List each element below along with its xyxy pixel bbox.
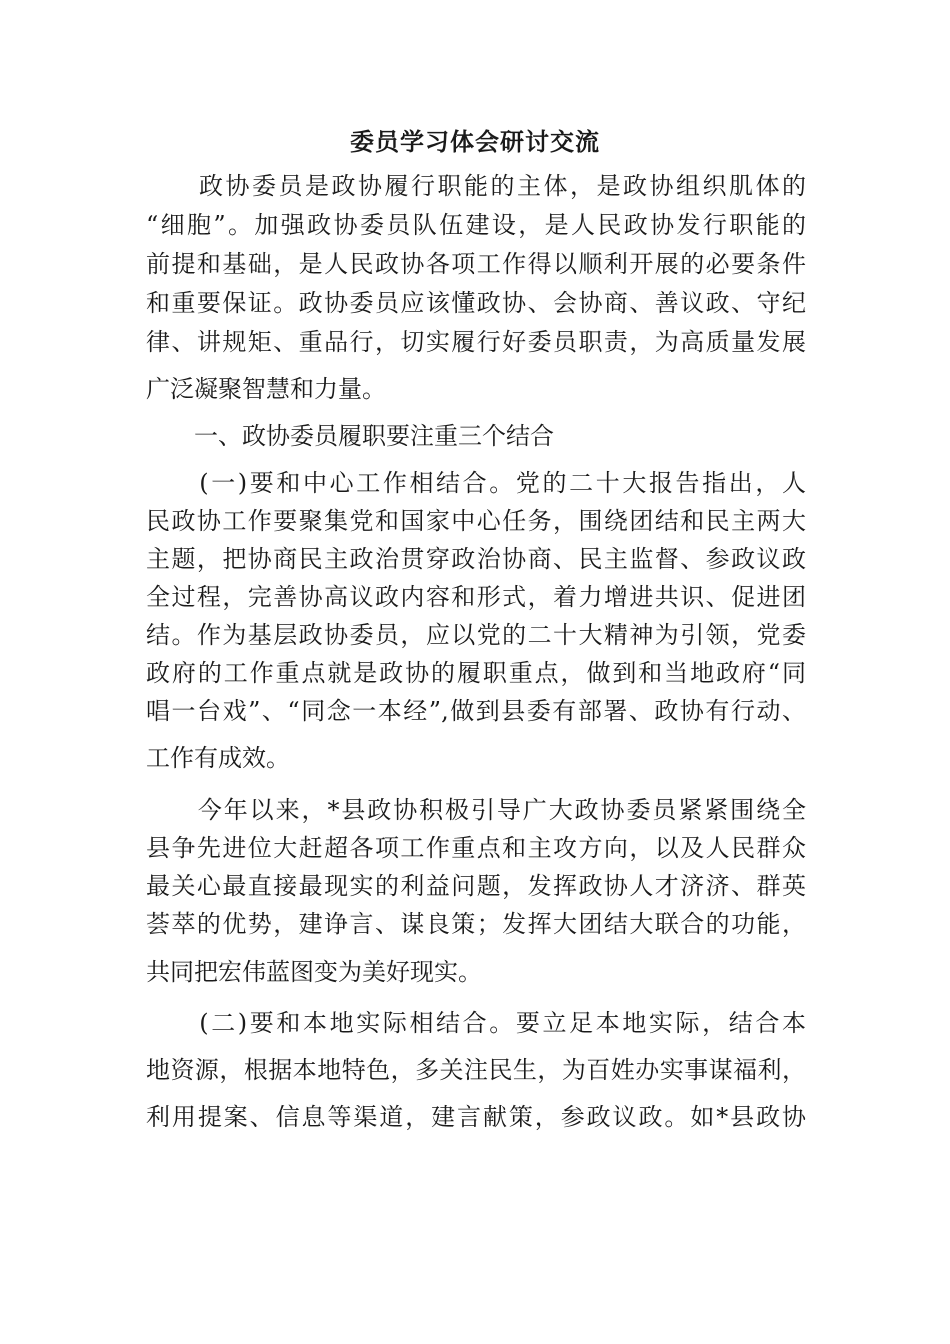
text-line: 荟萃的优势，建诤言、谋良策；发挥大团结大联合的功能， — [146, 910, 806, 938]
text-line: 地资源，根据本地特色，多关注民生，为百姓办实事谋福利， — [146, 1056, 806, 1084]
text-line: 前提和基础，是人民政协各项工作得以顺利开展的必要条件 — [146, 250, 806, 278]
text-line: 结。作为基层政协委员，应以党的二十大精神为引领，党委 — [146, 621, 806, 649]
text-line: 政协委员是政协履行职能的主体，是政协组织肌体的 — [146, 172, 806, 200]
text-line: 全过程，完善协高议政内容和形式，着力增进共识、促进团 — [146, 583, 806, 611]
text-line: 利用提案、信息等渠道，建言献策，参政议政。如*县政协 — [146, 1103, 806, 1131]
section-heading: 一、政协委员履职要注重三个结合 — [146, 422, 554, 450]
text-line: 工作有成效。 — [146, 744, 290, 772]
text-line: 律、讲规矩、重品行，切实履行好委员职责，为高质量发展 — [146, 328, 806, 356]
text-line: 最关心最直接最现实的利益问题，发挥政协人才济济、群英 — [146, 872, 806, 900]
text-line: 和重要保证。政协委员应该懂政协、会协商、善议政、守纪 — [146, 289, 806, 317]
text-line: 主题，把协商民主政治贯穿政治协商、民主监督、参政议政 — [146, 545, 806, 573]
text-line: (二)要和本地实际相结合。要立足本地实际，结合本 — [146, 1009, 806, 1037]
text-line: (一)要和中心工作相结合。党的二十大报告指出，人 — [146, 469, 806, 497]
text-line: 共同把宏伟蓝图变为美好现实。 — [146, 958, 482, 986]
text-line: 唱一台戏”、“同念一本经”,做到县委有部署、政协有行动、 — [146, 697, 806, 725]
text-line: 民政协工作要聚集党和国家中心任务，围绕团结和民主两大 — [146, 507, 806, 535]
document-title: 委员学习体会研讨交流 — [350, 127, 600, 156]
text-line: 广泛凝聚智慧和力量。 — [146, 375, 386, 403]
text-line: 政府的工作重点就是政协的履职重点，做到和当地政府“同 — [146, 659, 806, 687]
text-line: 今年以来，*县政协积极引导广大政协委员紧紧围绕全 — [146, 796, 806, 824]
text-line: “细胞”。加强政协委员队伍建设，是人民政协发行职能的 — [146, 211, 806, 239]
text-line: 县争先进位大赶超各项工作重点和主攻方向，以及人民群众 — [146, 834, 806, 862]
